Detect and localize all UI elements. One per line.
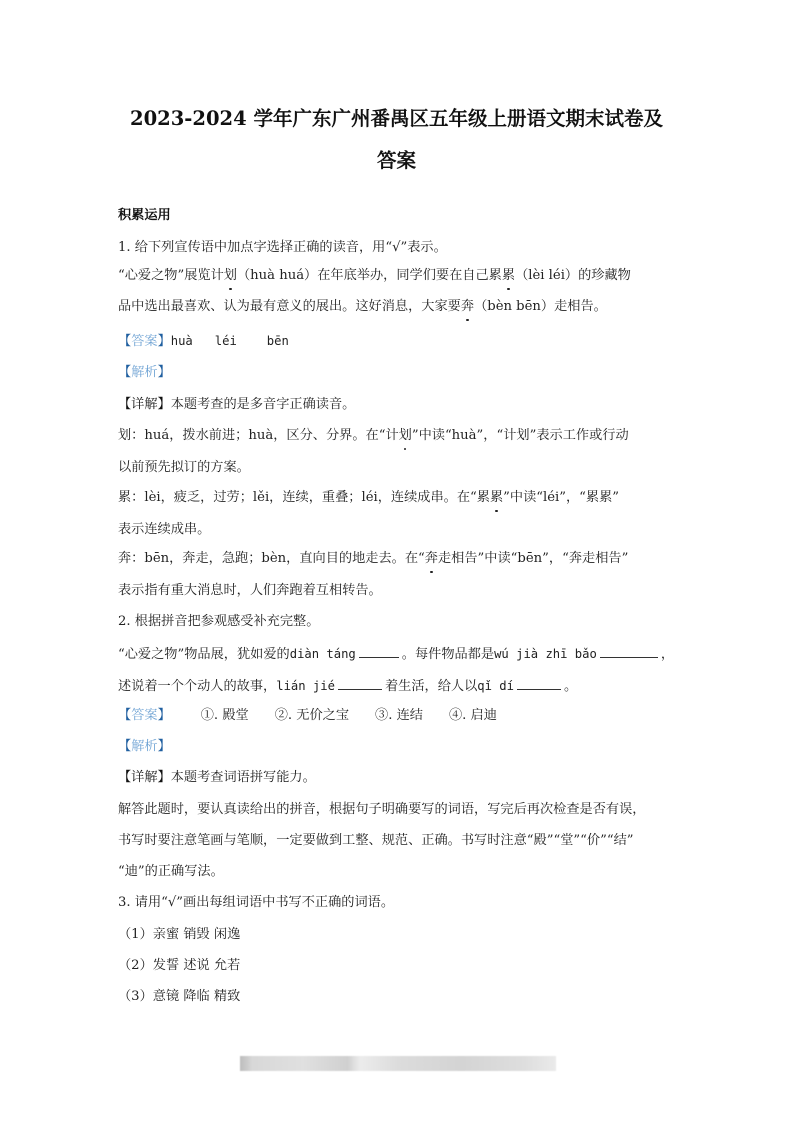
question-3-stem: 3. 请用“√”画出每组词语中书写不正确的词语。 [118, 895, 395, 910]
question-1-detail: 【详解】本题考查的是多音字正确读音。 [118, 397, 356, 412]
answer-blank[interactable] [517, 677, 561, 690]
answer-label: 【答案】 [118, 334, 171, 349]
answer-value-1: huà [170, 334, 193, 348]
question-2-analysis-label: 【解析】 [118, 739, 171, 754]
dotted-char: 累 [489, 490, 504, 505]
question-2-answer [118, 707, 678, 725]
answer-label: 【答案】 [118, 708, 171, 723]
word-group-1: （1）亲蜜 销毁 闲逸 [118, 927, 241, 942]
passage-text: （huà huá）在年底举办，同学们要在自己累 [236, 268, 502, 283]
detail-line-hua: 划：huá，拨水前进；huà，区分、分界。在“计划”中读“huà”，“计划”表示工作或行动 [118, 428, 629, 443]
question-1-passage-line-1 [118, 267, 678, 285]
question-2-detail: 【详解】本题考查词语拼写能力。 [118, 770, 316, 785]
answer-blank[interactable] [359, 645, 399, 658]
answer-value-2: ②. 无价之宝 [274, 708, 350, 723]
answer-value-1: ①. 殿堂 [200, 708, 249, 723]
document-title-line-1: 2023-2024 学年广东广州番禺区五年级上册语文期末试卷及 [130, 107, 663, 130]
answer-blank[interactable] [338, 677, 382, 690]
detail-line: 解答此题时，要认真读给出的拼音，根据句子明确要写的词语，写完后再次检查是否有误， [118, 802, 646, 817]
question-2-passage-line-2: 述说着一个个动人的故事，lián jié 着生活，给人以qǐ dí 。 [118, 679, 578, 694]
pinyin: wú jià zhī bǎo [494, 647, 597, 661]
redacted-footer [240, 1056, 556, 1071]
document-title-line-2: 答案 [376, 149, 416, 172]
passage-text: 品中选出最喜欢、认为最有意义的展出。这好消息，大家要 [118, 299, 461, 314]
answer-value-3: bēn [266, 334, 289, 348]
question-1-stem: 1. 给下列宣传语中加点字选择正确的读音，用“√”表示。 [118, 240, 447, 255]
question-1-passage-line-2 [118, 298, 678, 316]
question-1-answer [118, 332, 678, 351]
passage-text: （lèi léi）的珍藏物 [515, 268, 631, 283]
dotted-char: 划 [223, 268, 237, 283]
detail-line: 表示连续成串。 [118, 522, 211, 537]
answer-value-2: léi [214, 334, 237, 348]
passage-text: （bèn bēn）走相告。 [474, 299, 607, 314]
dotted-char: 奔 [424, 551, 438, 566]
detail-line-ben: 奔：bēn，奔走，急跑；bèn，直向目的地走去。在“奔走相告”中读“bēn”，“奔走相告” [118, 551, 629, 566]
pinyin: diàn táng [289, 647, 356, 661]
question-2-stem: 2. 根据拼音把参观感受补充完整。 [118, 614, 320, 629]
pinyin: qǐ dí [477, 679, 514, 693]
detail-label: 【详解】 [118, 397, 171, 412]
word-group-3: （3）意镜 降临 精致 [118, 989, 241, 1004]
dotted-char: 奔 [460, 299, 475, 314]
pinyin: lián jié [276, 679, 335, 693]
detail-line: 表示指有重大消息时，人们奔跑着互相转告。 [118, 583, 382, 598]
answer-blank[interactable] [600, 645, 658, 658]
detail-label: 【详解】 [118, 770, 171, 785]
answer-value-3: ③. 连结 [375, 708, 423, 723]
passage-text: “心爱之物”展览计 [118, 268, 224, 283]
dotted-char: 累 [501, 268, 516, 283]
detail-line-lei: 累：lèi，疲乏，过劳；lěi，连续，重叠；léi，连续成串。在“累累”中读“léi”，“累累” [118, 490, 620, 505]
answer-value-4: ④. 启迪 [448, 708, 497, 723]
detail-line: 书写时要注意笔画与笔顺，一定要做到工整、规范、正确。书写时注意“殿”“堂”“价”“结” [118, 833, 634, 848]
dotted-char: 划 [398, 428, 412, 443]
detail-line: “迪”的正确写法。 [118, 864, 224, 879]
section-heading: 积累运用 [118, 208, 171, 223]
question-1-analysis-label: 【解析】 [118, 365, 171, 380]
word-group-2: （2）发誓 述说 允若 [118, 958, 241, 973]
question-2-passage-line-1: “心爱之物”物品展，犹如爱的diàn táng 。每件物品都是wú jià zhī bǎo ， [118, 647, 675, 662]
detail-line: 以前预先拟订的方案。 [118, 460, 250, 475]
